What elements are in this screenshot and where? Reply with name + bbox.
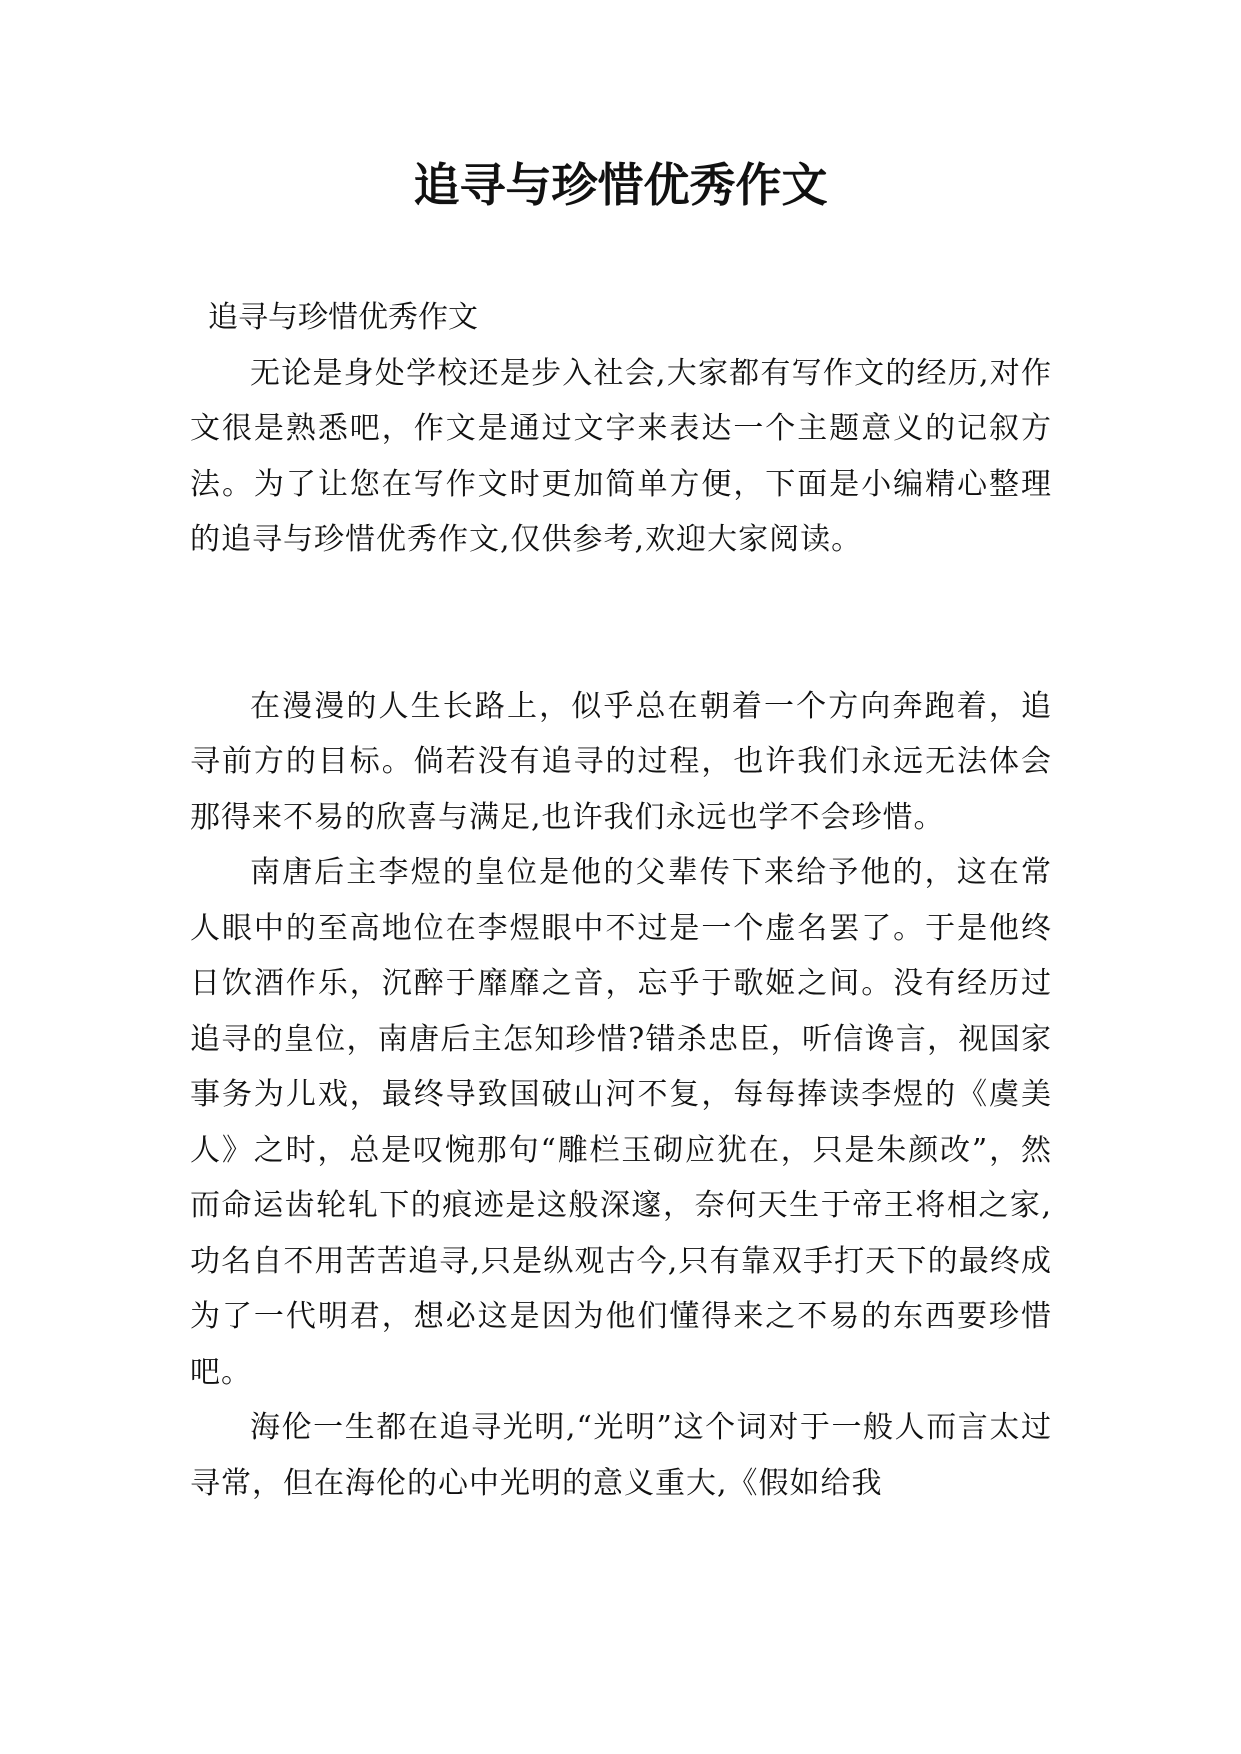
body-paragraph: 南唐后主李煜的皇位是他的父辈传下来给予他的，这在常人眼中的至高地位在李煜眼中不过是一个虚名罢了。于是他终日饮酒作乐，沉醉于靡靡之音，忘乎于歌姬之间。没有经历过追寻的皇位，南唐后主怎知珍惜?错杀忠臣，听信谗言，视国家事务为儿戏，最终导致国破山河不复，每每捧读李煜的《虞美人》之时，总是叹惋那句“雕栏玉砌应犹在，只是朱颜改”，然而命运齿轮轧下的痕迹是这般深邃，奈何天生于帝王将相之家,功名自不用苦苦追寻,只是纵观古今,只有靠双手打天下的最终成为了一代明君，想必这是因为他们懂得来之不易的东西要珍惜吧。	[190, 855, 1052, 1390]
document-subtitle: 追寻与珍惜优秀作文	[208, 300, 478, 335]
body-paragraph: 海伦一生都在追寻光明,“光明”这个词对于一般人而言太过寻常，但在海伦的心中光明的意义重大,《假如给我	[190, 1410, 1052, 1501]
document-body	[190, 290, 1052, 1511]
document-title: 追寻与珍惜优秀作文	[413, 158, 828, 212]
paragraph-spacer	[190, 568, 1052, 679]
intro-paragraph: 无论是身处学校还是步入社会,大家都有写作文的经历,对作文很是熟悉吧，作文是通过文字来表达一个主题意义的记叙方法。为了让您在写作文时更加简单方便，下面是小编精心整理的追寻与珍惜优秀作文,仅供参考,欢迎大家阅读。	[190, 355, 1052, 557]
body-paragraph: 在漫漫的人生长路上，似乎总在朝着一个方向奔跑着，追寻前方的目标。倘若没有追寻的过程，也许我们永远无法体会那得来不易的欣喜与满足,也许我们永远也学不会珍惜。	[190, 688, 1052, 835]
